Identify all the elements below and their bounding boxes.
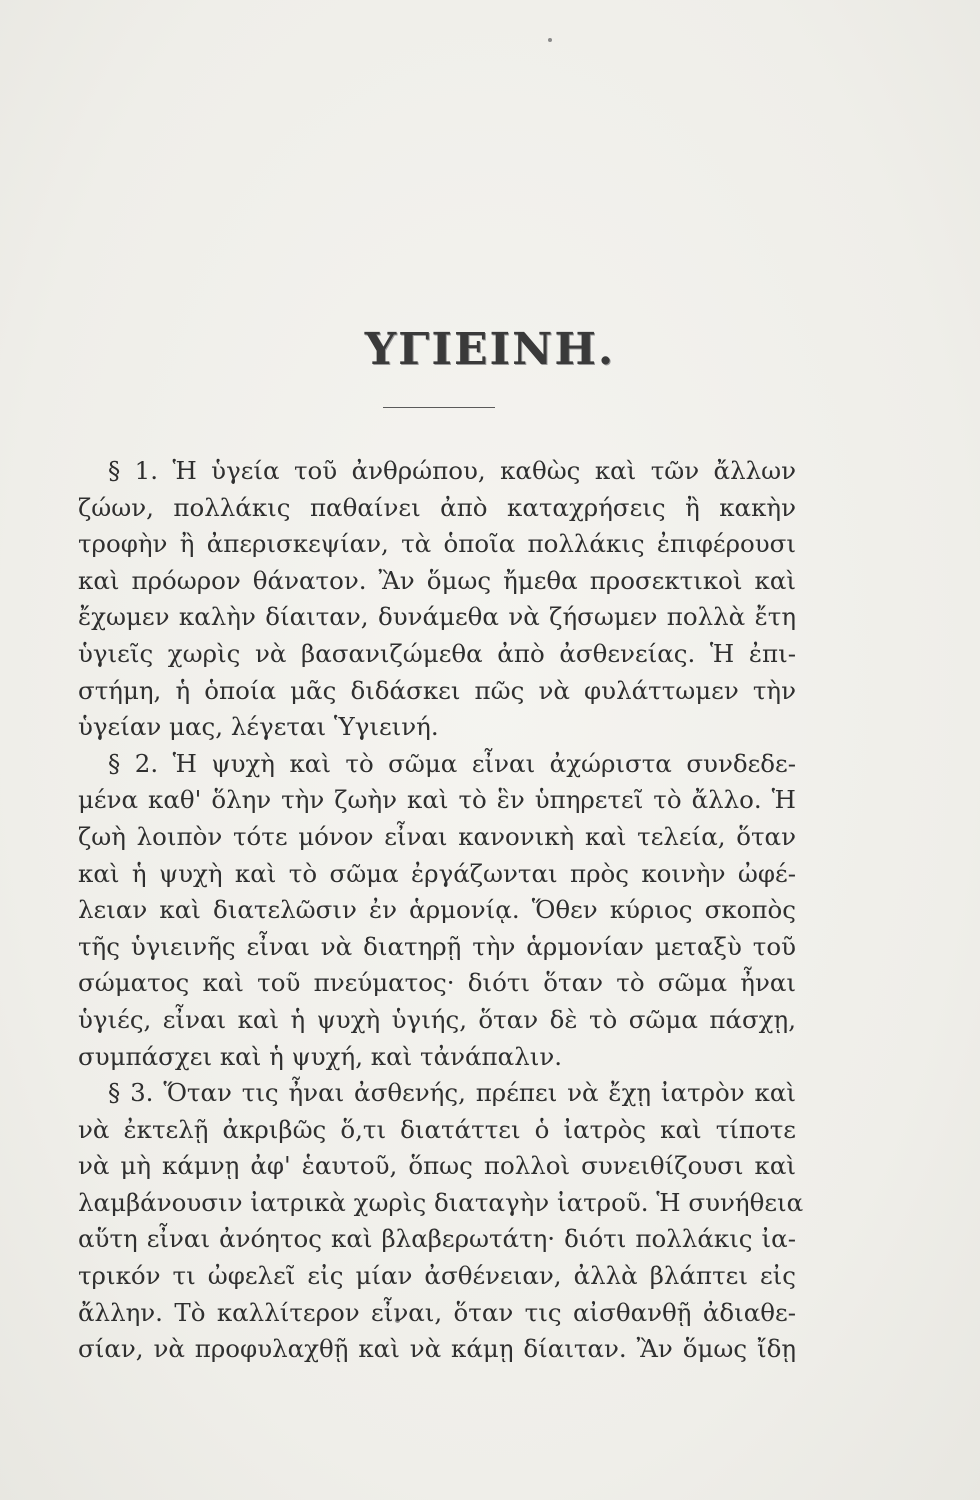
text-line: μένα καθ' ὅλην τὴν ζωὴν καὶ τὸ ἓν ὑπηρετεῖ τὸ ἄλλο. Ἡ — [78, 785, 796, 815]
text-line: στήμη, ἡ ὁποία μᾶς διδάσκει πῶς νὰ φυλάττωμεν τὴν — [78, 675, 796, 705]
text-line: σίαν, νὰ προφυλαχθῇ καὶ νὰ κάμῃ δίαιταν. Ἂν ὅμως ἴδῃ — [78, 1334, 796, 1364]
text-line: καὶ πρόωρον θάνατον. Ἂν ὅμως ἤμεθα προσεκτικοὶ καὶ — [78, 565, 796, 595]
text-line: ἔχωμεν καλὴν δίαιταν, δυνάμεθα νὰ ζήσωμεν πολλὰ ἔτη — [78, 602, 796, 632]
text-line: λαμβάνουσιν ἰατρικὰ χωρὶς διαταγὴν ἰατροῦ. Ἡ συνήθεια — [78, 1187, 804, 1217]
text-line: νὰ ἐκτελῇ ἀκριβῶς ὅ,τι διατάττει ὁ ἰατρὸς καὶ τίποτε — [78, 1114, 796, 1144]
text-line: τροφὴν ἢ ἀπερισκεψίαν, τὰ ὁποῖα πολλάκις ἐπιφέρουσι — [78, 529, 796, 559]
text-line: αὕτη εἶναι ἀνόητος καὶ βλαβερωτάτη· διότι πολλάκις ἰα- — [78, 1224, 796, 1254]
text-line: § 2. Ἡ ψυχὴ καὶ τὸ σῶμα εἶναι ἀχώριστα συνδεδε- — [108, 748, 796, 778]
page-title: ΥΓΙΕΙΝΗ. — [364, 324, 616, 375]
text-line: ὑγιές, εἶναι καὶ ἡ ψυχὴ ὑγιής, ὅταν δὲ τὸ σῶμα πάσχῃ, — [78, 1004, 796, 1034]
body-text — [78, 453, 804, 1368]
text-line: § 1. Ἡ ὑγεία τοῦ ἀνθρώπου, καθὼς καὶ τῶν ἄλλων — [108, 456, 796, 485]
text-line: ζώων, πολλάκις παθαίνει ἀπὸ καταχρήσεις ἢ κακὴν — [78, 492, 796, 522]
text-line: ὑγείαν μας, λέγεται Ὑγιεινή. — [78, 712, 439, 742]
text-line: λειαν καὶ διατελῶσιν ἐν ἁρμονίᾳ. Ὅθεν κύριος σκοπὸς — [78, 895, 796, 925]
text-line: καὶ ἡ ψυχὴ καὶ τὸ σῶμα ἐργάζωνται πρὸς κοινὴν ὠφέ- — [78, 858, 796, 888]
text-line: σώματος καὶ τοῦ πνεύματος· διότι ὅταν τὸ σῶμα ἦναι — [78, 968, 796, 998]
text-line: τρικόν τι ὠφελεῖ εἰς μίαν ἀσθένειαν, ἀλλὰ βλάπτει εἰς — [78, 1261, 796, 1291]
text-line: τῆς ὑγιεινῆς εἶναι νὰ διατηρῇ τὴν ἁρμονίαν μεταξὺ τοῦ — [78, 931, 796, 961]
text-line: νὰ μὴ κάμνῃ ἀφ' ἑαυτοῦ, ὅπως πολλοὶ συνειθίζουσι καὶ — [78, 1151, 796, 1181]
page-speck — [548, 38, 552, 42]
text-line: ἄλλην. Τὸ καλλίτερον εἶναι, ὅταν τις αἰσθανθῇ ἀδιαθε- — [78, 1297, 796, 1327]
text-line: ὑγιεῖς χωρὶς νὰ βασανιζώμεθα ἀπὸ ἀσθενείας. Ἡ ἐπι- — [78, 638, 796, 668]
title-divider — [383, 407, 495, 408]
text-line: συμπάσχει καὶ ἡ ψυχή, καὶ τἀνάπαλιν. — [78, 1041, 563, 1071]
text-line: § 3. Ὅταν τις ἦναι ἀσθενής, πρέπει νὰ ἔχῃ ἰατρὸν καὶ — [108, 1078, 796, 1108]
text-line: ζωὴ λοιπὸν τότε μόνον εἶναι κανονικὴ καὶ τελεία, ὅταν — [78, 821, 796, 851]
